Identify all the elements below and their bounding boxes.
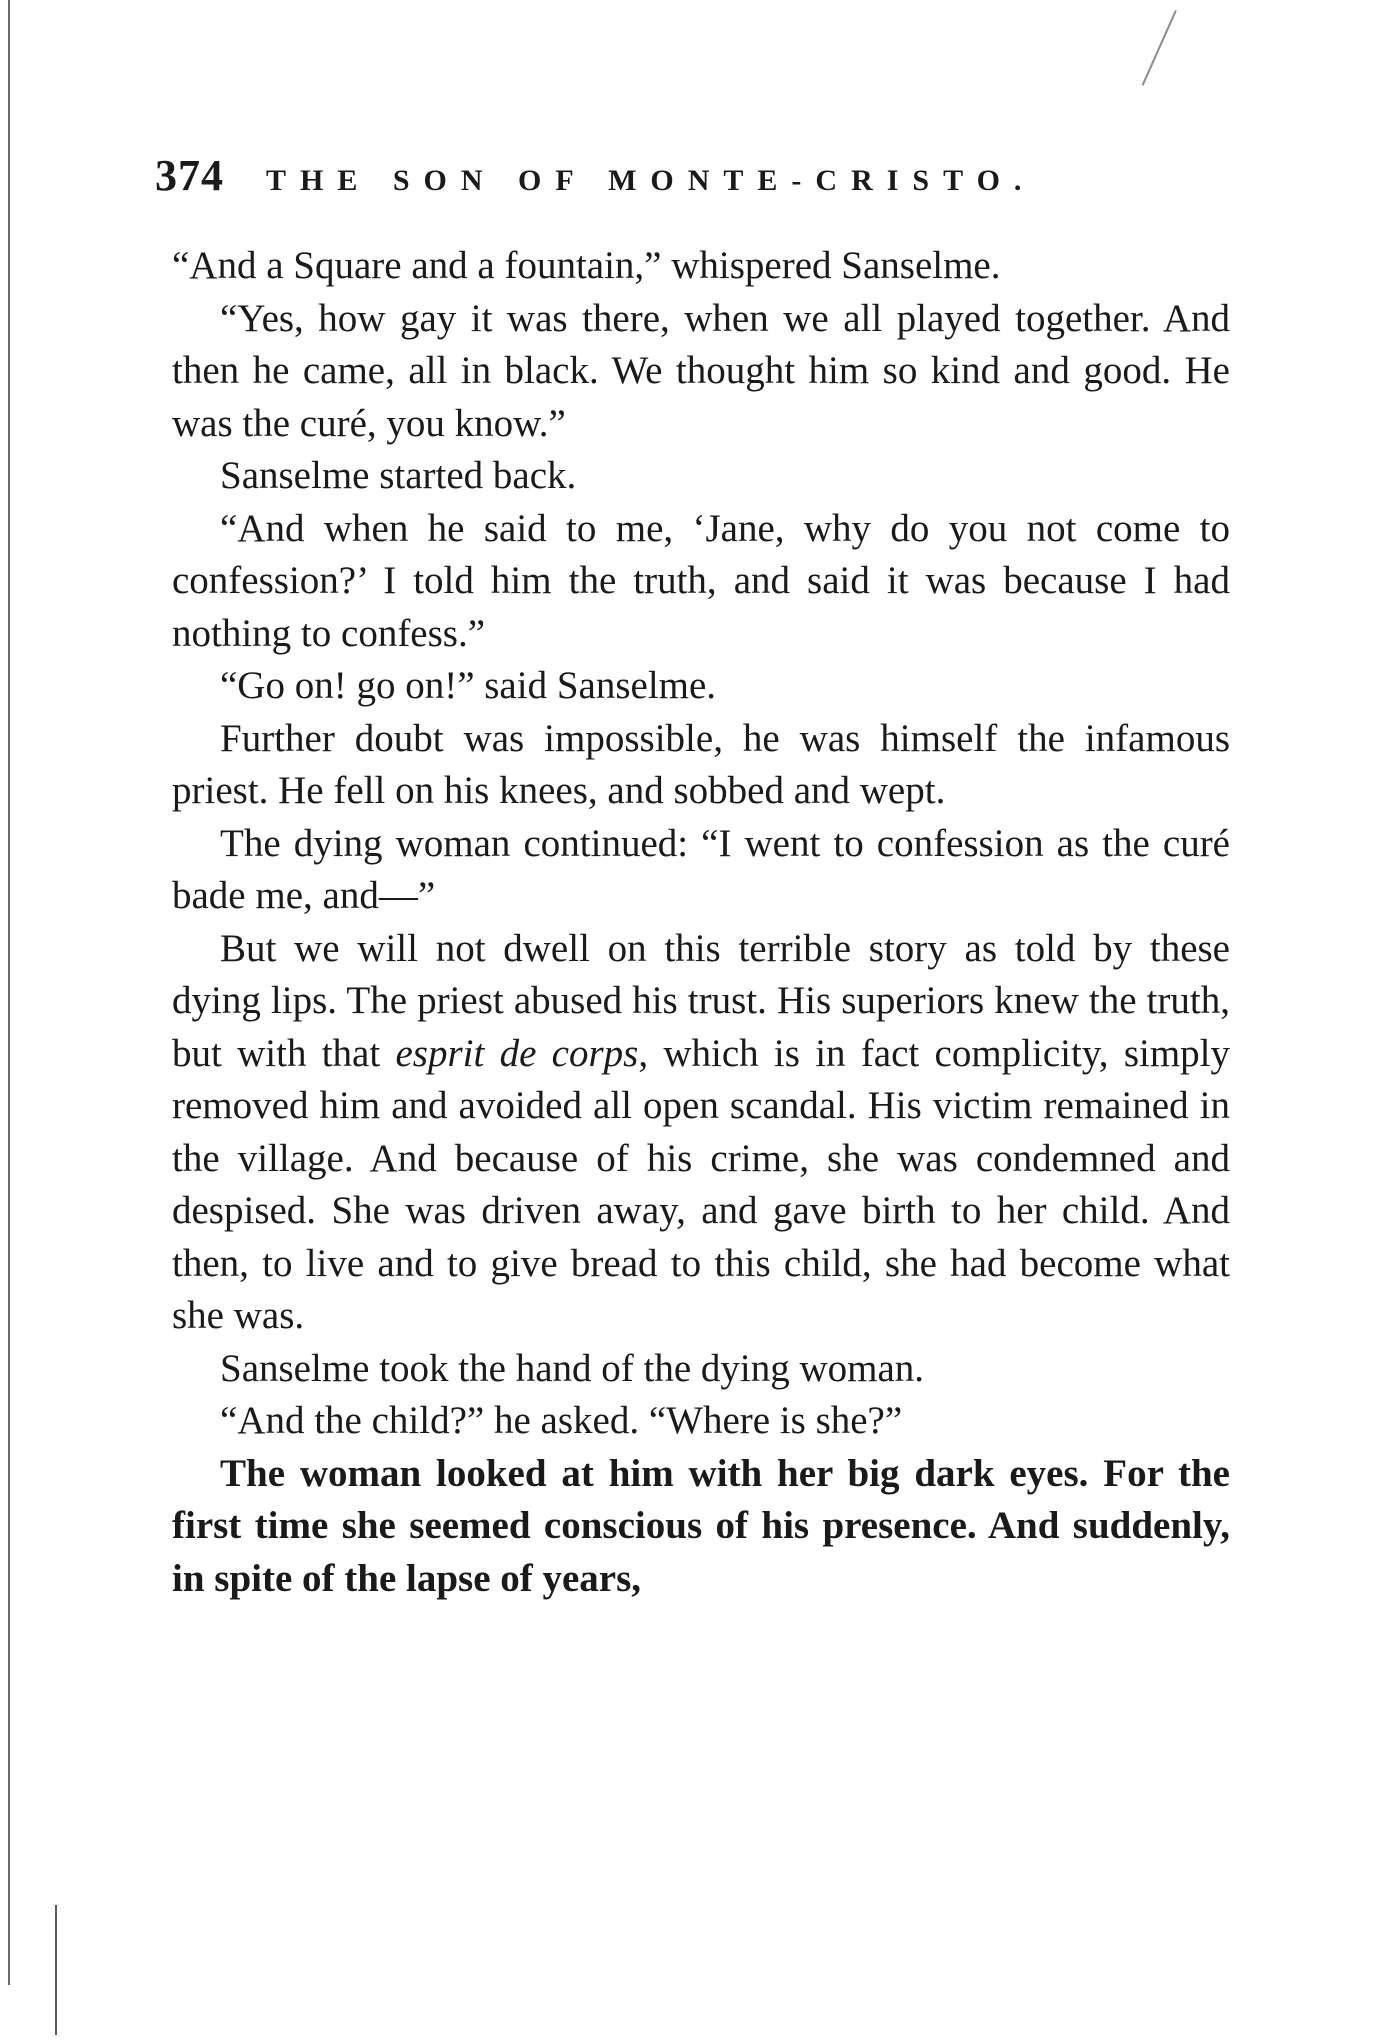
running-title: THE SON OF MONTE-CRISTO. [266, 164, 1036, 197]
paragraph: Sanselme started back. [220, 454, 577, 497]
page-edge-line [8, 0, 10, 1985]
paragraph: “And when he said to me, ‘Jane, why do you not come to confession?’ I told him the truth, and said it was because I had nothing to confess.” [172, 506, 1230, 655]
story-paragraph [172, 923, 1230, 1343]
page-number: 374 [155, 151, 224, 200]
paragraph: “Go on! go on!” said Sanselme. [220, 664, 717, 707]
paragraph: “Yes, how gay it was there, when we all played together. And then he came, all in black. We thought him so kind and good. He was the curé, you know.” [172, 296, 1230, 445]
paragraph: The dying woman continued: “I went to confession as the curé bade me, and—” [172, 821, 1230, 917]
page-header [155, 150, 1225, 210]
paragraph: Further doubt was impossible, he was himself the infamous priest. He fell on his knees, and sobbed and wept. [172, 716, 1230, 812]
paragraph: “And a Square and a fountain,” whispered Sanselme. [172, 244, 1001, 287]
paragraph: The woman looked at him with her big dark eyes. For the first time she seemed conscious of his presence. And suddenly, in spite of the lapse of years, [172, 1451, 1230, 1600]
italic-phrase: esprit de corps [395, 1031, 639, 1075]
body-text [172, 240, 1230, 1605]
story-text-before: But we will not dwell on this terrible story as told by these dying lips. The priest abused his trust. His superiors knew the truth, but with that [172, 926, 1230, 1075]
pencil-mark [1142, 10, 1177, 86]
page-edge-mark [55, 1905, 57, 2035]
paragraph: Sanselme took the hand of the dying woman. [220, 1346, 925, 1390]
story-text-after: , which is in fact complicity, simply removed him and avoided all open scandal. His victim remained in the village. And because of his crime, she was condemned and despised. She was driven away, and gave birth to her child. And then, to live and to give bread to this child, she had become what she was. [172, 1031, 1230, 1337]
paragraph: “And the child?” he asked. “Where is she?” [220, 1399, 903, 1442]
